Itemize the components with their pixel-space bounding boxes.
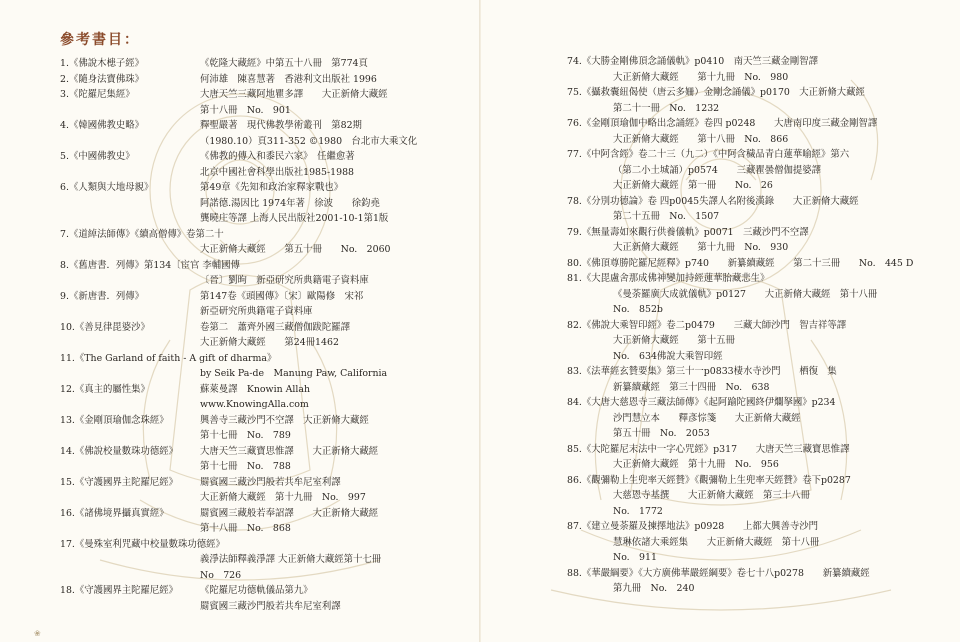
reference-entry-continuation: （第二小土城誦）p0574 三藏瞿曇僧伽提婆譯 — [613, 164, 821, 176]
reference-entry-source: 大唐天竺三藏寶思惟譯 大正新脩大藏經 — [200, 445, 379, 457]
reference-entry-title: 6.《人類與大地母親》 — [60, 182, 154, 193]
reference-entry-continuation: 《曼荼羅廣大成就儀軌》p0127 大正新脩大藏經 第十八冊 — [613, 288, 878, 300]
reference-entry-continuation: No 726 — [200, 569, 242, 581]
reference-entry-source: 釋聖嚴著 現代佛教學術叢刊 第82期 — [200, 120, 362, 131]
reference-entry-continuation: 大正新脩大藏經 第十九冊 No. 997 — [200, 492, 366, 503]
reference-entry-continuation: 大正新脩大藏經 第十九冊 No. 930 — [613, 242, 789, 253]
reference-entry-title: 79.《無量壽如來觀行供養儀軌》p0071 三藏沙門不空譯 — [567, 226, 809, 238]
reference-entry-title: 8.《舊唐書．列傳》第134〔宦官 李輔國傳 — [60, 259, 240, 271]
reference-entry-title: 85.《大陀羅尼末法中一字心咒經》p317 大唐天竺三藏寶思惟譯 — [567, 443, 850, 455]
reference-entry-title: 76.《金剛頂瑜伽中略出念誦經》卷四 p0248 大唐南印度三藏金剛智譯 — [567, 118, 878, 129]
reference-entry-source: 《陀羅尼功德軌儀品第九》 — [200, 585, 313, 596]
reference-entry-continuation: 第五十冊 No. 2053 — [613, 428, 710, 439]
reference-entry-continuation: 第十八冊 No. 868 — [200, 523, 291, 534]
reference-entry-title: 83.《法華經玄贊要集》第三十一p0833棲水寺沙門 栖復 集 — [567, 366, 837, 377]
folio-ornament-icon: ❀ — [34, 629, 41, 638]
reference-entry-source: 罽賓國三藏般若奉詔譯 大正新脩大藏經 — [200, 507, 379, 519]
reference-entry-continuation: 大正新脩大藏經 第十九冊 No. 956 — [613, 459, 779, 470]
reference-entry-title: 80.《佛頂尊勝陀羅尼經釋》p740 新纂續藏經 第二十三冊 No. 445 D — [567, 257, 914, 269]
page-title: 參考書目： — [60, 32, 140, 48]
reference-entry-continuation: 罽賓國三藏沙門般若共牟尼室利譯 — [200, 600, 341, 612]
reference-entry-continuation: 第九冊 No. 240 — [613, 583, 695, 594]
reference-entry-title: 88.《華嚴綱要》《大方廣佛華嚴經綱要》卷七十八p0278 新纂續藏經 — [567, 567, 870, 579]
reference-entry-continuation: 慧琳依諸大乘經集 大正新脩大藏經 第十八冊 — [613, 536, 820, 548]
reference-entry-continuation: 第十七冊 No. 789 — [200, 430, 291, 441]
reference-entry-source: 卷第二 蕭齊外國三藏僧伽跋陀羅譯 — [200, 321, 351, 333]
reference-entry-source: 罽賓國三藏沙門般若共牟尼室利譯 — [200, 476, 341, 488]
reference-entry-title: 84.《大唐大慈恩寺三藏法師傳》《起阿踰陀國終伊爛拏國》p234 — [567, 397, 836, 408]
reference-entry-title: 3.《陀羅尼集經》 — [60, 89, 135, 100]
reference-entry-continuation: 北京中國社會科學出版社1985-1988 — [200, 166, 355, 178]
reference-entry-title: 14.《佛說校量數珠功德經》 — [60, 445, 179, 457]
reference-entry-continuation: 第二十一冊 No. 1232 — [613, 102, 720, 114]
reference-entry-title: 78.《分別功德論》卷 四p0045失譯人名附後漢錄 大正新脩大藏經 — [567, 195, 859, 207]
reference-entry-title: 4.《韓國佛教史略》 — [60, 120, 144, 131]
reference-entry-continuation: 大正新脩大藏經 第五十冊 No. 2060 — [200, 244, 391, 255]
reference-entry-title: 11.《The Garland of faith - A gift of dharma》 — [60, 352, 277, 364]
reference-entry-title: 86.《觀彌勒上生兜率天經贊》《觀彌勒上生兜率天經贊》卷下p0287 — [567, 474, 851, 486]
reference-entry-source: 何沛雄 陳喜慧著 香港利文出版社 1996 — [200, 73, 377, 85]
reference-entry-source: 第49章《先知和政治家釋家戰也》 — [200, 182, 344, 193]
reference-entry-continuation: 阿諾德.湯因比 1974年著 徐波 徐鈞堯 — [200, 197, 380, 209]
reference-entry-continuation: No. 634佛說大乘智印經 — [613, 350, 723, 362]
reference-entry-continuation: by Seik Pa-de Manung Paw, California — [200, 368, 388, 379]
reference-entry-title: 15.《守護國界主陀羅尼經》 — [60, 476, 179, 488]
reference-entry-title: 2.《隨身法寶佛珠》 — [60, 73, 144, 85]
reference-entry-title: 74.《大勝金剛佛頂念誦儀軌》p0410 南天竺三藏金剛智譯 — [567, 56, 819, 67]
reference-entry-continuation: 大正新脩大藏經 第24冊1462 — [200, 337, 339, 348]
reference-entry-title: 13.《金剛頂瑜伽念珠經》 — [60, 414, 169, 426]
reference-entry-continuation: 沙門慧立本 釋彥悰箋 大正新脩大藏經 — [613, 412, 801, 424]
reference-entry-continuation: 大慈恩寺基撰 大正新脩大藏經 第三十八冊 — [613, 490, 810, 501]
reference-entry-title: 5.《中國佛教史》 — [60, 151, 135, 162]
reference-entry-continuation: 第二十五冊 No. 1507 — [613, 211, 720, 222]
reference-entry-continuation: 第十八冊 No. 901 — [200, 104, 291, 116]
reference-entry-continuation: 大正新脩大藏經 第一冊 No. 26 — [613, 180, 773, 191]
reference-entry-title: 75.《攝救囊紐偈使（唐云多姍）金剛念誦儀》p0170 大正新脩大藏經 — [567, 87, 865, 98]
reference-entry-title: 81.《大毘盧舍那成佛神變加持經蓮華胎藏悲生》 — [567, 273, 770, 284]
reference-entry-source: 《乾隆大藏經》中第五十八冊 第774頁 — [200, 58, 368, 69]
reference-entry-title: 87.《建立曼荼羅及揀擇地法》p0928 上都大興善寺沙門 — [567, 521, 819, 532]
reference-entry-title: 9.《新唐書．列傳》 — [60, 290, 144, 302]
reference-entry-title: 16.《諸佛境界攝真實經》 — [60, 507, 169, 519]
reference-entry-continuation: 新亞研究所典籍電子資料庫 — [200, 306, 313, 317]
reference-entry-title: 77.《中阿含經》卷二十三（九二）《中阿含穢品青白蓮華喻經》第六 — [567, 149, 850, 160]
reference-entry-continuation: 大正新脩大藏經 第十九冊 No. 980 — [613, 71, 789, 83]
reference-entry-source: 《佛教的傳入和黍民六家》 任繼愈著 — [200, 151, 355, 162]
reference-entry-continuation: 義淨法師釋義淨譯 大正新脩大藏經第十七冊 — [200, 554, 382, 565]
reference-entry-title: 18.《守護國界主陀羅尼經》 — [60, 585, 179, 596]
reference-entry-source: 第147卷《頭國傳》〔宋〕歐陽修 宋祁 — [200, 290, 364, 302]
reference-entry-continuation: www.KnowingAlla.com — [200, 399, 309, 410]
reference-entry-title: 82.《佛說大乘智印經》卷二p0479 三藏大師沙門 智吉祥等譯 — [567, 319, 847, 331]
reference-entry-continuation: 〔晉〕劉昫 新亞研究所典籍電子資料庫 — [200, 275, 369, 286]
reference-entry-title: 1.《佛說木槵子經》 — [60, 58, 144, 69]
reference-entry-title: 7.《道綽法師傳》《續高僧傳》卷第二十 — [60, 228, 224, 240]
reference-entry-continuation: 第十七冊 No. 788 — [200, 461, 291, 472]
reference-entry-title: 17.《曼殊室利咒藏中校量數珠功德經》 — [60, 538, 225, 550]
reference-entry-continuation: 大正新脩大藏經 第十八冊 No. 866 — [613, 133, 789, 145]
reference-entry-continuation: 龔曉庄等譯 上海人民出版社2001-10-1第1版 — [200, 213, 389, 224]
reference-entry-continuation: 大正新脩大藏經 第十五冊 — [613, 335, 735, 346]
reference-entry-source: 蘇萊曼譯 Knowin Allah — [200, 383, 310, 395]
reference-entry-continuation: （1980.10）頁311-352 ©1980 台北市大乘文化 — [200, 135, 418, 147]
reference-entry-continuation: 新纂續藏經 第三十四冊 No. 638 — [613, 381, 770, 393]
reference-entry-continuation: No. 911 — [613, 552, 657, 563]
reference-entry-source: 大唐天竺三藏阿地瞿多譯 大正新脩大藏經 — [200, 89, 388, 100]
reference-entry-source: 興善寺三藏沙門不空譯 大正新脩大藏經 — [200, 414, 369, 426]
right-page — [480, 0, 960, 642]
reference-entry-continuation: No. 1772 — [613, 505, 663, 517]
reference-entry-continuation: No. 852b — [613, 304, 663, 315]
reference-entry-title: 10.《善見律毘婆沙》 — [60, 321, 150, 333]
reference-entry-title: 12.《真主的屬性集》 — [60, 383, 150, 395]
